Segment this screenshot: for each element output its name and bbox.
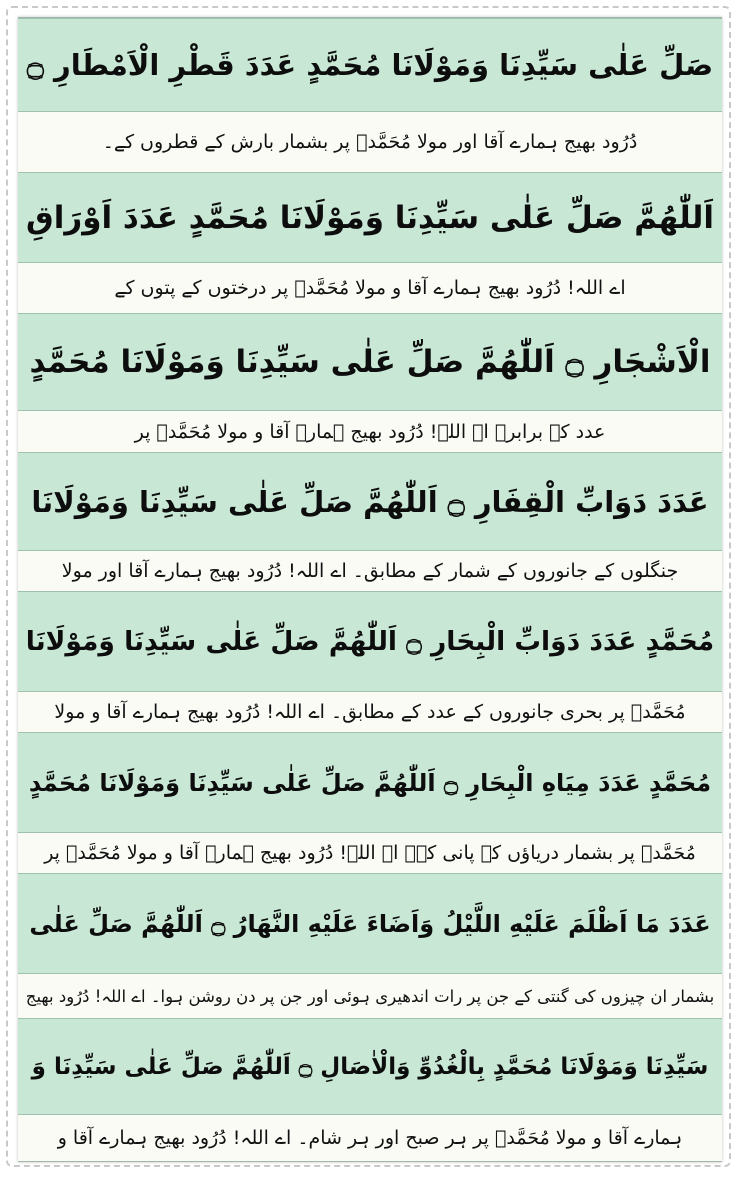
urdu-line-2 bbox=[18, 263, 722, 313]
urdu-text-7: بشمار ان چیزوں کی گنتی کے جن پر رات اندھیری ہوئی اور جن پر دن روشن ہوا۔ اے اللہ! دُرُود بھیج bbox=[25, 986, 715, 1006]
urdu-line-6 bbox=[18, 833, 722, 873]
urdu-text-2: اے اللہ! دُرُود بھیج ہمارے آقا و مولا مُحَمَّدؐ پر درختوں کے پتوں کے bbox=[114, 277, 626, 299]
arabic-text-1: صَلِّ عَلٰى سَيِّدِنَا وَمَوْلَانَا مُحَمَّدٍ عَدَدَ قَطْرِ الْاَمْطَارِ ۝ bbox=[26, 48, 714, 82]
arabic-text-7: عَدَدَ مَا اَظْلَمَ عَلَيْهِ اللَّيْلُ وَاَضَاءَ عَلَيْهِ النَّهَارُ ۝ اَللّٰهُمَّ صَلِّ عَلٰى bbox=[29, 909, 711, 938]
arabic-text-2: اَللّٰهُمَّ صَلِّ عَلٰى سَيِّدِنَا وَمَوْلَانَا مُحَمَّدٍ عَدَدَ اَوْرَاقِ bbox=[26, 199, 714, 236]
urdu-text-8: ہمارے آقا و مولا مُحَمَّدؐ پر ہر صبح اور ہر شام۔ اے اللہ! دُرُود بھیج ہمارے آقا و bbox=[57, 1127, 683, 1149]
arabic-line-1 bbox=[18, 18, 722, 112]
arabic-text-8: سَيِّدِنَا وَمَوْلَانَا مُحَمَّدٍ بِالْغُدُوِّ وَالْاٰصَالِ ۝ اَللّٰهُمَّ صَلِّ عَلٰى سَيِّدِنَا وَ bbox=[31, 1053, 709, 1080]
urdu-text-4: جنگلوں کے جانوروں کے شمار کے مطابق۔ اے اللہ! دُرُود بھیج ہمارے آقا اور مولا bbox=[61, 560, 679, 582]
urdu-line-4 bbox=[18, 551, 722, 591]
urdu-text-1: دُرُود بھیج ہمارے آقا اور مولا مُحَمَّدؐ پر بشمار بارش کے قطروں کے۔ bbox=[102, 131, 638, 153]
urdu-text-5: مُحَمَّدؐ پر بحری جانوروں کے عدد کے مطابق۔ اے اللہ! دُرُود بھیج ہمارے آقا و مولا bbox=[54, 701, 686, 723]
arabic-text-5: مُحَمَّدٍ عَدَدَ دَوَابِّ الْبِحَارِ ۝ اَللّٰهُمَّ صَلِّ عَلٰى سَيِّدِنَا وَمَوْلَانَا bbox=[25, 626, 715, 657]
arabic-text-6: مُحَمَّدٍ عَدَدَ مِيَاهِ الْبِحَارِ ۝ اَللّٰهُمَّ صَلِّ عَلٰى سَيِّدِنَا وَمَوْلَانَا مُحَمَّدٍ bbox=[28, 768, 712, 797]
urdu-text-3: عدد کے برابر۔ اے اللہ! دُرُود بھیج ہمارے آقا و مولا مُحَمَّدؐ پر bbox=[134, 420, 606, 443]
arabic-line-8 bbox=[18, 1018, 722, 1115]
arabic-text-3: الْاَشْجَارِ ۝ اَللّٰهُمَّ صَلِّ عَلٰى سَيِّدِنَا وَمَوْلَانَا مُحَمَّدٍ bbox=[29, 344, 711, 380]
arabic-text-4: عَدَدَ دَوَابِّ الْقِفَارِ ۝ اَللّٰهُمَّ صَلِّ عَلٰى سَيِّدِنَا وَمَوْلَانَا bbox=[31, 484, 709, 519]
urdu-line-5 bbox=[18, 692, 722, 732]
arabic-line-4 bbox=[18, 452, 722, 551]
arabic-line-3 bbox=[18, 313, 722, 411]
urdu-line-1 bbox=[18, 112, 722, 172]
urdu-line-8 bbox=[18, 1115, 722, 1161]
urdu-line-7 bbox=[18, 974, 722, 1018]
arabic-line-2 bbox=[18, 172, 722, 263]
urdu-line-3 bbox=[18, 411, 722, 452]
document-page bbox=[18, 17, 722, 1162]
arabic-line-5 bbox=[18, 591, 722, 692]
arabic-line-6 bbox=[18, 732, 722, 833]
urdu-text-6: مُحَمَّدؐ پر بشمار دریاؤں کے پانی کے۔ اے اللہ! دُرُود بھیج ہمارے آقا و مولا مُحَمَّدؐ پر bbox=[44, 842, 696, 864]
arabic-line-7 bbox=[18, 873, 722, 974]
